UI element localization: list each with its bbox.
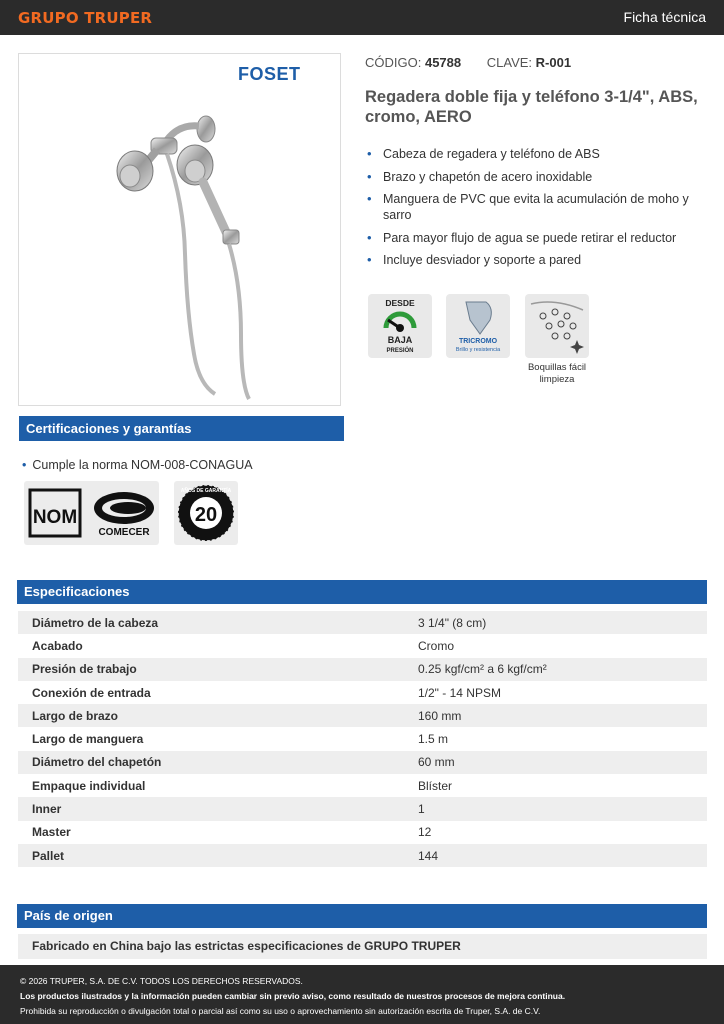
origin-text: Fabricado en China bajo las estrictas especificaciones de GRUPO TRUPER bbox=[18, 934, 707, 959]
product-title: Regadera doble fija y teléfono 3-1/4", ABS, cromo, AERO bbox=[365, 88, 698, 126]
table-row: Inner 1 bbox=[18, 797, 707, 820]
table-row: Largo de manguera 1.5 m bbox=[32, 732, 449, 747]
feature-item: • Cabeza de regadera y teléfono de ABS bbox=[367, 146, 600, 161]
product-codes bbox=[365, 55, 571, 70]
comecer-logo: COMECER bbox=[98, 527, 150, 538]
brand-logo: GRUPO TRUPER bbox=[18, 9, 153, 27]
feature-list bbox=[365, 146, 710, 275]
easy-clean-badge bbox=[525, 294, 589, 358]
foset-logo: FOSET bbox=[238, 64, 301, 84]
specs-heading: Especificaciones bbox=[17, 580, 707, 604]
footer bbox=[0, 965, 724, 1024]
nom-logo: NOM bbox=[32, 507, 78, 528]
table-row: Diámetro del chapetón 60 mm bbox=[18, 751, 707, 774]
table-row: Diámetro de la cabeza 3 1/4" (8 cm) bbox=[18, 611, 707, 634]
table-row: Pallet 144 bbox=[18, 844, 707, 867]
code-value: 45788 bbox=[424, 55, 462, 70]
clave-value: R-001 bbox=[535, 55, 572, 70]
table-row: Conexión de entrada 1/2" - 14 NPSM bbox=[32, 685, 501, 700]
certifications-heading: Certificaciones y garantías bbox=[19, 416, 344, 441]
table-row: Master 12 bbox=[32, 825, 432, 840]
cert-item: • Cumple la norma NOM-008-CONAGUA bbox=[22, 458, 253, 472]
product-photo bbox=[18, 53, 341, 406]
svg-text:BAJA: BAJA bbox=[387, 335, 413, 345]
svg-text:PRESIÓN: PRESIÓN bbox=[386, 348, 414, 354]
top-bar bbox=[0, 0, 724, 35]
svg-text:Brillo y resistencia: Brillo y resistencia bbox=[455, 347, 501, 353]
table-row: Acabado Cromo bbox=[32, 638, 455, 653]
clave-label: CLAVE: bbox=[486, 55, 533, 70]
feature-item: • Manguera de PVC que evita la acumulación de moho y sarro bbox=[367, 191, 689, 222]
copyright: © 2026 TRUPER, S.A. DE C.V. TODOS LOS DERECHOS RESERVADOS. bbox=[20, 976, 303, 986]
warranty-years: 20 bbox=[194, 504, 218, 526]
cert-logos bbox=[24, 481, 159, 545]
tricromo-badge bbox=[446, 294, 510, 358]
warranty-text: AÑOS DE GARANTÍA bbox=[180, 488, 232, 494]
feature-item: • Incluye desviador y soporte a pared bbox=[367, 252, 582, 267]
easy-clean-caption: Boquillas fácil limpieza bbox=[527, 362, 587, 385]
origin-heading: País de origen bbox=[17, 904, 707, 928]
feature-item: • Brazo y chapetón de acero inoxidable bbox=[367, 168, 593, 184]
shower-illustration bbox=[19, 54, 340, 405]
low-pressure-badge bbox=[368, 294, 432, 358]
table-row: Largo de brazo 160 mm bbox=[18, 704, 707, 727]
document-type: Ficha técnica bbox=[623, 9, 706, 25]
table-row: Empaque individual Blíster bbox=[32, 778, 453, 793]
code-label: CÓDIGO: bbox=[365, 55, 422, 70]
table-row: Presión de trabajo 0.25 kgf/cm² a 6 kgf/cm² bbox=[18, 658, 707, 681]
svg-text:DESDE: DESDE bbox=[385, 298, 415, 308]
specs-table bbox=[18, 611, 707, 867]
legal-notice: Prohibida su reproducción o divulgación total o parcial así como su uso o aprovechamiento sin autorización escrita de Truper, S.A. de C.V. bbox=[20, 1006, 541, 1016]
svg-text:TRICROMO: TRICROMO bbox=[458, 338, 498, 345]
disclaimer: Los productos ilustrados y la información pueden cambiar sin previo aviso, como resultado de nuestros procesos de mejora continua. bbox=[20, 991, 566, 1001]
warranty-badge bbox=[174, 481, 238, 545]
feature-item: • Para mayor flujo de agua se puede retirar el reductor bbox=[367, 229, 677, 245]
